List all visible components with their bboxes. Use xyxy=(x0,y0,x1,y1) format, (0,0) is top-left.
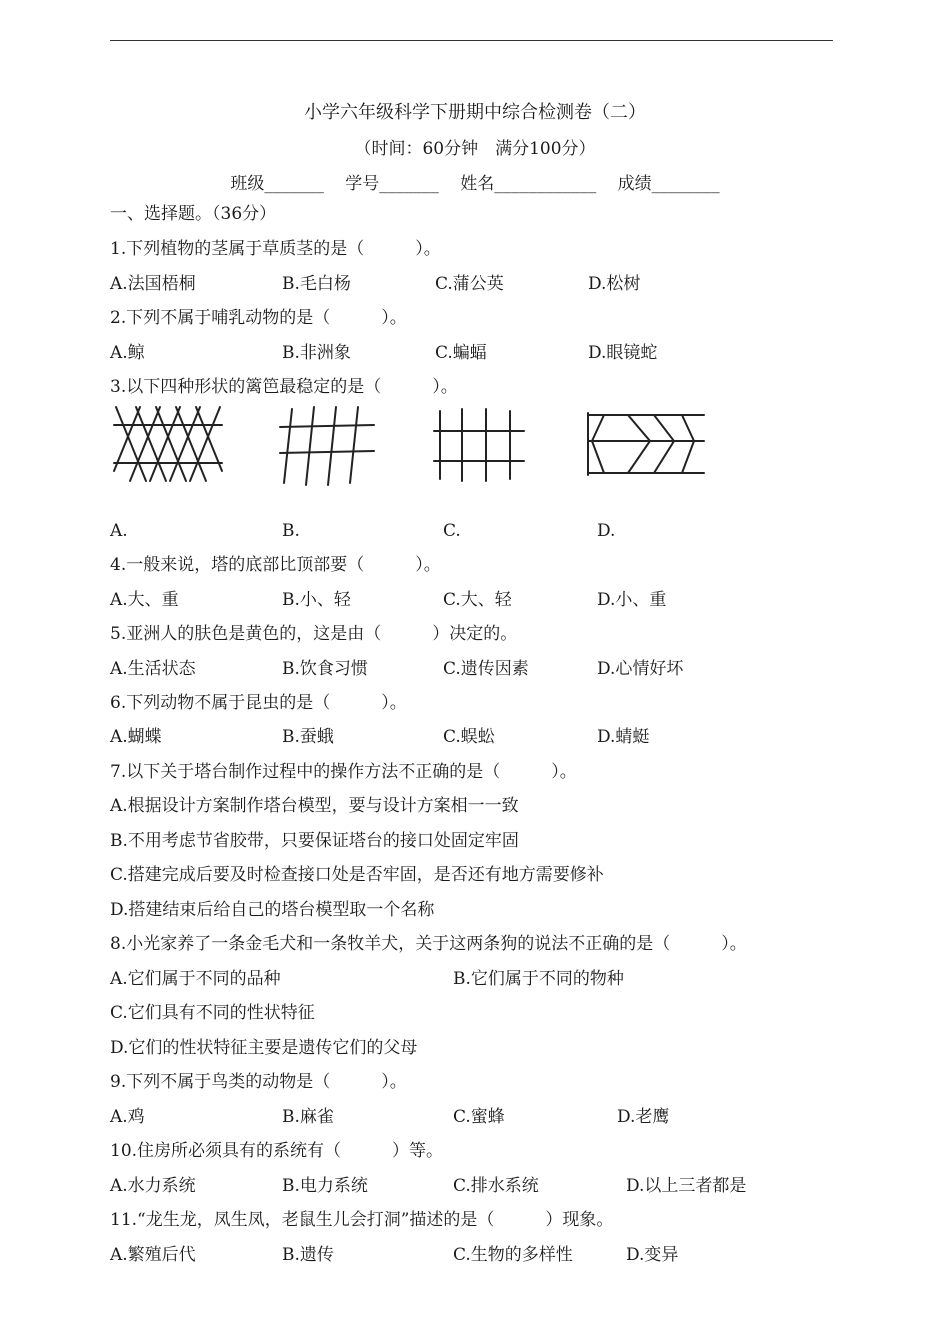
option: D.眼镜蛇 xyxy=(588,343,658,363)
option: B. xyxy=(282,521,300,541)
question-stem: 9.下列不属于鸟类的动物是（ ）。 xyxy=(110,1072,407,1092)
option: D.松树 xyxy=(588,274,641,294)
option: B.麻雀 xyxy=(282,1107,334,1127)
option: D.以上三者都是 xyxy=(626,1176,747,1196)
option: D.变异 xyxy=(626,1245,679,1265)
option: D.蜻蜓 xyxy=(597,727,650,747)
option: A.蝴蝶 xyxy=(110,727,162,747)
option: C. xyxy=(443,521,461,541)
score-field: 成绩________ xyxy=(617,174,720,194)
question-stem: 10.住房所必须具有的系统有（ ）等。 xyxy=(110,1141,444,1161)
question-stem: 2.下列不属于哺乳动物的是（ ）。 xyxy=(110,308,407,328)
question-stem: 3.以下四种形状的篱笆最稳定的是（ ）。 xyxy=(110,377,458,397)
option: A.鸡 xyxy=(110,1107,145,1127)
fence-figure-a xyxy=(112,405,224,489)
exam-title: 小学六年级科学下册期中综合检测卷（二） xyxy=(304,102,646,123)
option: A.它们属于不同的品种 xyxy=(110,969,281,989)
option: C.遗传因素 xyxy=(443,659,529,679)
option: B.毛白杨 xyxy=(282,274,351,294)
option: B.非洲象 xyxy=(282,343,351,363)
fence-figure-c xyxy=(432,405,527,489)
question-stem: 11.“龙生龙，凤生凤，老鼠生儿会打洞”描述的是（ ）现象。 xyxy=(110,1210,614,1230)
option: B.不用考虑节省胶带，只要保证塔台的接口处固定牢固 xyxy=(110,831,519,851)
option: A.大、重 xyxy=(110,590,179,610)
option: D.小、重 xyxy=(597,590,667,610)
option: D. xyxy=(597,521,616,541)
option: D.老鹰 xyxy=(617,1107,670,1127)
student-info-line xyxy=(0,169,950,194)
option: C.蝙蝠 xyxy=(435,343,487,363)
option: C.生物的多样性 xyxy=(453,1245,573,1265)
fence-figure-b xyxy=(278,405,378,491)
option: A. xyxy=(110,521,128,541)
option: C.搭建完成后要及时检查接口处是否牢固，是否还有地方需要修补 xyxy=(110,865,604,885)
class-field: 班级_______ xyxy=(230,174,324,194)
option: D.心情好坏 xyxy=(597,659,684,679)
question-stem: 4.一般来说，塔的底部比顶部要（ ）。 xyxy=(110,555,441,575)
question-stem: 7.以下关于塔台制作过程中的操作方法不正确的是（ ）。 xyxy=(110,762,577,782)
option: B.遗传 xyxy=(282,1245,334,1265)
option: B.蚕蛾 xyxy=(282,727,334,747)
option: D.它们的性状特征主要是遗传它们的父母 xyxy=(110,1038,418,1058)
option: A.生活状态 xyxy=(110,659,196,679)
option: A.法国梧桐 xyxy=(110,274,196,294)
option: B.它们属于不同的物种 xyxy=(453,969,624,989)
section-heading: 一、选择题。（36分） xyxy=(110,204,277,224)
option: B.小、轻 xyxy=(282,590,351,610)
option: A.根据设计方案制作塔台模型，要与设计方案相一一致 xyxy=(110,796,519,816)
student-number-field: 学号_______ xyxy=(345,174,439,194)
question-stem: 8.小光家养了一条金毛犬和一条牧羊犬，关于这两条狗的说法不正确的是（ ）。 xyxy=(110,934,747,954)
option: B.饮食习惯 xyxy=(282,659,368,679)
option: B.电力系统 xyxy=(282,1176,368,1196)
option: D.搭建结束后给自己的塔台模型取一个名称 xyxy=(110,900,435,920)
option: C.蜈蚣 xyxy=(443,727,495,747)
option: C.排水系统 xyxy=(453,1176,539,1196)
question-stem: 6.下列动物不属于昆虫的是（ ）。 xyxy=(110,693,407,713)
question-stem: 1.下列植物的茎属于草质茎的是（ ）。 xyxy=(110,239,441,259)
option: C.蜜蜂 xyxy=(453,1107,505,1127)
option: C.它们具有不同的性状特征 xyxy=(110,1003,315,1023)
option: A.鲸 xyxy=(110,343,145,363)
exam-subtitle: （时间：60分钟 满分100分） xyxy=(354,139,596,159)
fence-figure-d xyxy=(584,405,708,487)
option: A.水力系统 xyxy=(110,1176,196,1196)
name-field: 姓名____________ xyxy=(460,174,597,194)
top-rule xyxy=(110,40,833,41)
option: C.大、轻 xyxy=(443,590,512,610)
option: A.繁殖后代 xyxy=(110,1245,196,1265)
option: C.蒲公英 xyxy=(435,274,504,294)
question-stem: 5.亚洲人的肤色是黄色的，这是由（ ）决定的。 xyxy=(110,624,518,644)
